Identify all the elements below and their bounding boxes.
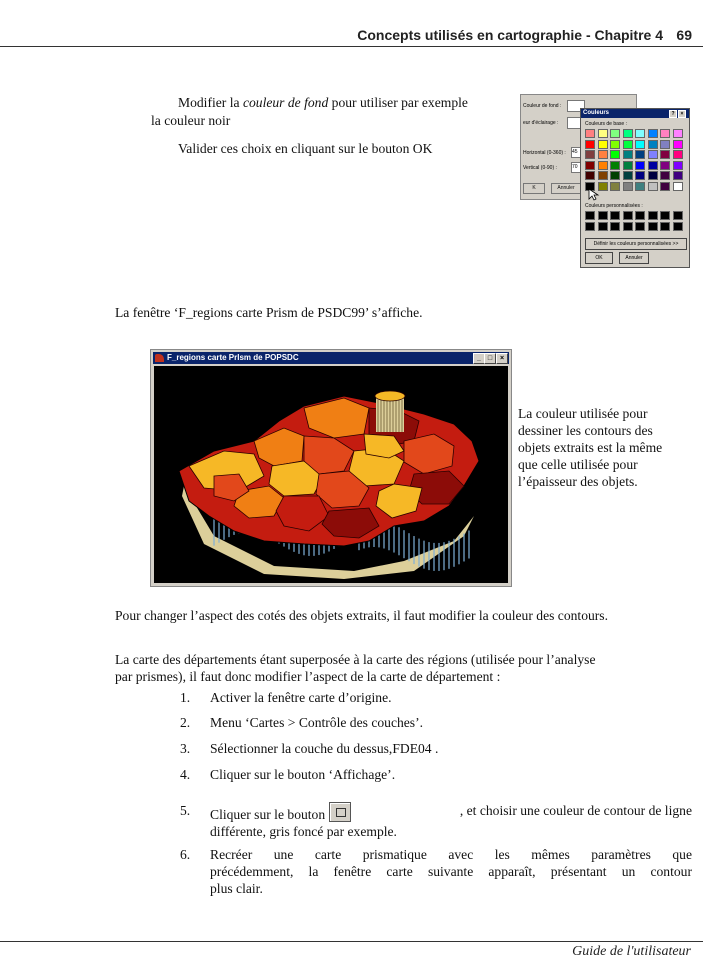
- color-swatch[interactable]: [648, 129, 658, 138]
- custom-color-swatch[interactable]: [660, 211, 670, 220]
- footer-rule: [0, 941, 703, 942]
- map-window-title: F_regions carte PrIsm de POPSDC: [167, 353, 299, 362]
- custom-colors-label: Couleurs personnalisées :: [585, 203, 643, 209]
- color-swatch[interactable]: [648, 140, 658, 149]
- color-swatch[interactable]: [598, 182, 608, 191]
- color-swatch[interactable]: [610, 161, 620, 170]
- color-swatch[interactable]: [610, 150, 620, 159]
- side-note-line: La couleur utilisée pour: [518, 406, 648, 421]
- horizontal-label: Horizontal (0-360) :: [523, 150, 566, 156]
- color-swatch[interactable]: [623, 150, 633, 159]
- side-note-line: objets extraits est la même: [518, 440, 663, 455]
- window-sentence: La fenêtre ‘F_regions carte Prism de PSDC99’ s’affiche.: [115, 305, 423, 320]
- color-swatch[interactable]: [660, 182, 670, 191]
- mouse-cursor-icon: [589, 189, 599, 201]
- help-icon[interactable]: ?: [669, 110, 677, 118]
- custom-color-swatch[interactable]: [623, 211, 633, 220]
- color-swatch[interactable]: [660, 129, 670, 138]
- map-canvas[interactable]: [154, 366, 508, 583]
- cancel-button[interactable]: Annuler: [619, 252, 649, 264]
- header-rule: [0, 46, 703, 47]
- color-swatch[interactable]: [648, 161, 658, 170]
- line-style-button-icon: [329, 802, 351, 822]
- color-swatch[interactable]: [673, 182, 683, 191]
- custom-color-swatch[interactable]: [635, 211, 645, 220]
- color-swatch[interactable]: [673, 161, 683, 170]
- color-swatch[interactable]: [648, 150, 658, 159]
- color-swatch[interactable]: [598, 150, 608, 159]
- custom-color-swatch[interactable]: [673, 211, 683, 220]
- custom-color-swatch[interactable]: [585, 211, 595, 220]
- vertical-input[interactable]: 70: [571, 162, 583, 173]
- prism-map-window: [150, 349, 512, 587]
- color-swatch[interactable]: [648, 182, 658, 191]
- custom-color-swatch[interactable]: [635, 222, 645, 231]
- color-swatch[interactable]: [598, 129, 608, 138]
- color-swatch[interactable]: [623, 140, 633, 149]
- running-header: Concepts utilisés en cartographie - Chapitre 4: [357, 27, 663, 43]
- color-swatch[interactable]: [635, 150, 645, 159]
- color-swatch[interactable]: [585, 171, 595, 180]
- close-window-icon[interactable]: ×: [496, 353, 508, 364]
- side-note-line: l’épaisseur des objets.: [518, 474, 638, 489]
- color-swatch[interactable]: [610, 171, 620, 180]
- custom-color-swatch[interactable]: [660, 222, 670, 231]
- map-window-titlebar: [153, 352, 509, 364]
- side-note: [518, 405, 698, 490]
- back-cancel-button[interactable]: Annuler: [551, 183, 581, 194]
- define-custom-colors-button[interactable]: Définir les couleurs personnalisées >>: [585, 238, 687, 250]
- lighting-label: eur d'éclairage :: [523, 120, 559, 126]
- color-swatch[interactable]: [673, 140, 683, 149]
- custom-color-swatch[interactable]: [585, 222, 595, 231]
- custom-colors-grid: [585, 211, 685, 233]
- color-swatch[interactable]: [585, 140, 595, 149]
- color-swatch[interactable]: [585, 129, 595, 138]
- close-icon[interactable]: ×: [678, 110, 686, 118]
- custom-color-swatch[interactable]: [648, 222, 658, 231]
- intro-line-2: la couleur noir: [151, 113, 231, 128]
- color-swatch[interactable]: [635, 140, 645, 149]
- step-5: 5. Cliquer sur le bouton , et choisir une couleur de contour de ligne différente, gris foncé par exemple.: [180, 803, 692, 839]
- ok-button[interactable]: OK: [585, 252, 613, 264]
- colors-dialog-titlebar: [581, 109, 689, 118]
- custom-color-swatch[interactable]: [610, 211, 620, 220]
- minimize-icon[interactable]: _: [473, 353, 485, 364]
- horizontal-input[interactable]: 45: [571, 147, 583, 158]
- side-note-line: que celle utilisée pour: [518, 457, 638, 472]
- basic-colors-label: Couleurs de base :: [585, 121, 627, 127]
- color-swatch[interactable]: [585, 161, 595, 170]
- intro-line-1: Modifier la couleur de fond pour utiliser par exemple: [178, 95, 468, 110]
- paragraph-departments-2: par prismes), il faut donc modifier l’aspect de la carte de département :: [115, 669, 501, 684]
- color-swatch[interactable]: [635, 182, 645, 191]
- footer-title: Guide de l'utilisateur: [572, 944, 691, 959]
- color-swatch[interactable]: [623, 182, 633, 191]
- side-note-line: dessiner les contours des: [518, 423, 653, 438]
- color-swatch[interactable]: [598, 140, 608, 149]
- custom-color-swatch[interactable]: [673, 222, 683, 231]
- color-swatch[interactable]: [673, 129, 683, 138]
- prism-column-top: [375, 391, 405, 401]
- color-swatch[interactable]: [610, 182, 620, 191]
- custom-color-swatch[interactable]: [623, 222, 633, 231]
- color-swatch[interactable]: [635, 171, 645, 180]
- paragraph-contour: Pour changer l’aspect des cotés des objets extraits, il faut modifier la couleur des contours.: [115, 608, 608, 623]
- color-swatch[interactable]: [610, 140, 620, 149]
- prism-map: [154, 366, 508, 583]
- background-color-label: Couleur de fond :: [523, 103, 562, 109]
- color-swatch[interactable]: [585, 150, 595, 159]
- color-swatch[interactable]: [673, 150, 683, 159]
- custom-color-swatch[interactable]: [598, 211, 608, 220]
- color-dialog-screenshot: [520, 94, 690, 269]
- color-swatch[interactable]: [660, 161, 670, 170]
- color-swatch[interactable]: [635, 129, 645, 138]
- color-swatch[interactable]: [610, 129, 620, 138]
- custom-color-swatch[interactable]: [598, 222, 608, 231]
- color-swatch[interactable]: [660, 140, 670, 149]
- window-icon: [155, 354, 164, 362]
- page-number: 69: [676, 27, 692, 43]
- colors-dialog: [580, 108, 690, 268]
- color-swatch[interactable]: [623, 129, 633, 138]
- color-swatch[interactable]: [673, 171, 683, 180]
- vertical-label: Vertical (0-90) :: [523, 165, 557, 171]
- basic-colors-grid: [585, 129, 685, 191]
- intro-line-3: Valider ces choix en cliquant sur le bouton OK: [178, 141, 433, 156]
- back-ok-button[interactable]: K: [523, 183, 545, 194]
- color-swatch[interactable]: [623, 171, 633, 180]
- color-swatch[interactable]: [598, 161, 608, 170]
- color-swatch[interactable]: [648, 171, 658, 180]
- colors-dialog-title: Couleurs: [583, 110, 610, 116]
- maximize-icon[interactable]: □: [484, 353, 496, 364]
- custom-color-swatch[interactable]: [648, 211, 658, 220]
- custom-color-swatch[interactable]: [610, 222, 620, 231]
- color-swatch[interactable]: [660, 150, 670, 159]
- color-swatch[interactable]: [660, 171, 670, 180]
- color-swatch[interactable]: [635, 161, 645, 170]
- color-swatch[interactable]: [598, 171, 608, 180]
- color-swatch[interactable]: [623, 161, 633, 170]
- paragraph-departments-1: La carte des départements étant superposée à la carte des régions (utilisée pour l’analyse: [115, 652, 596, 667]
